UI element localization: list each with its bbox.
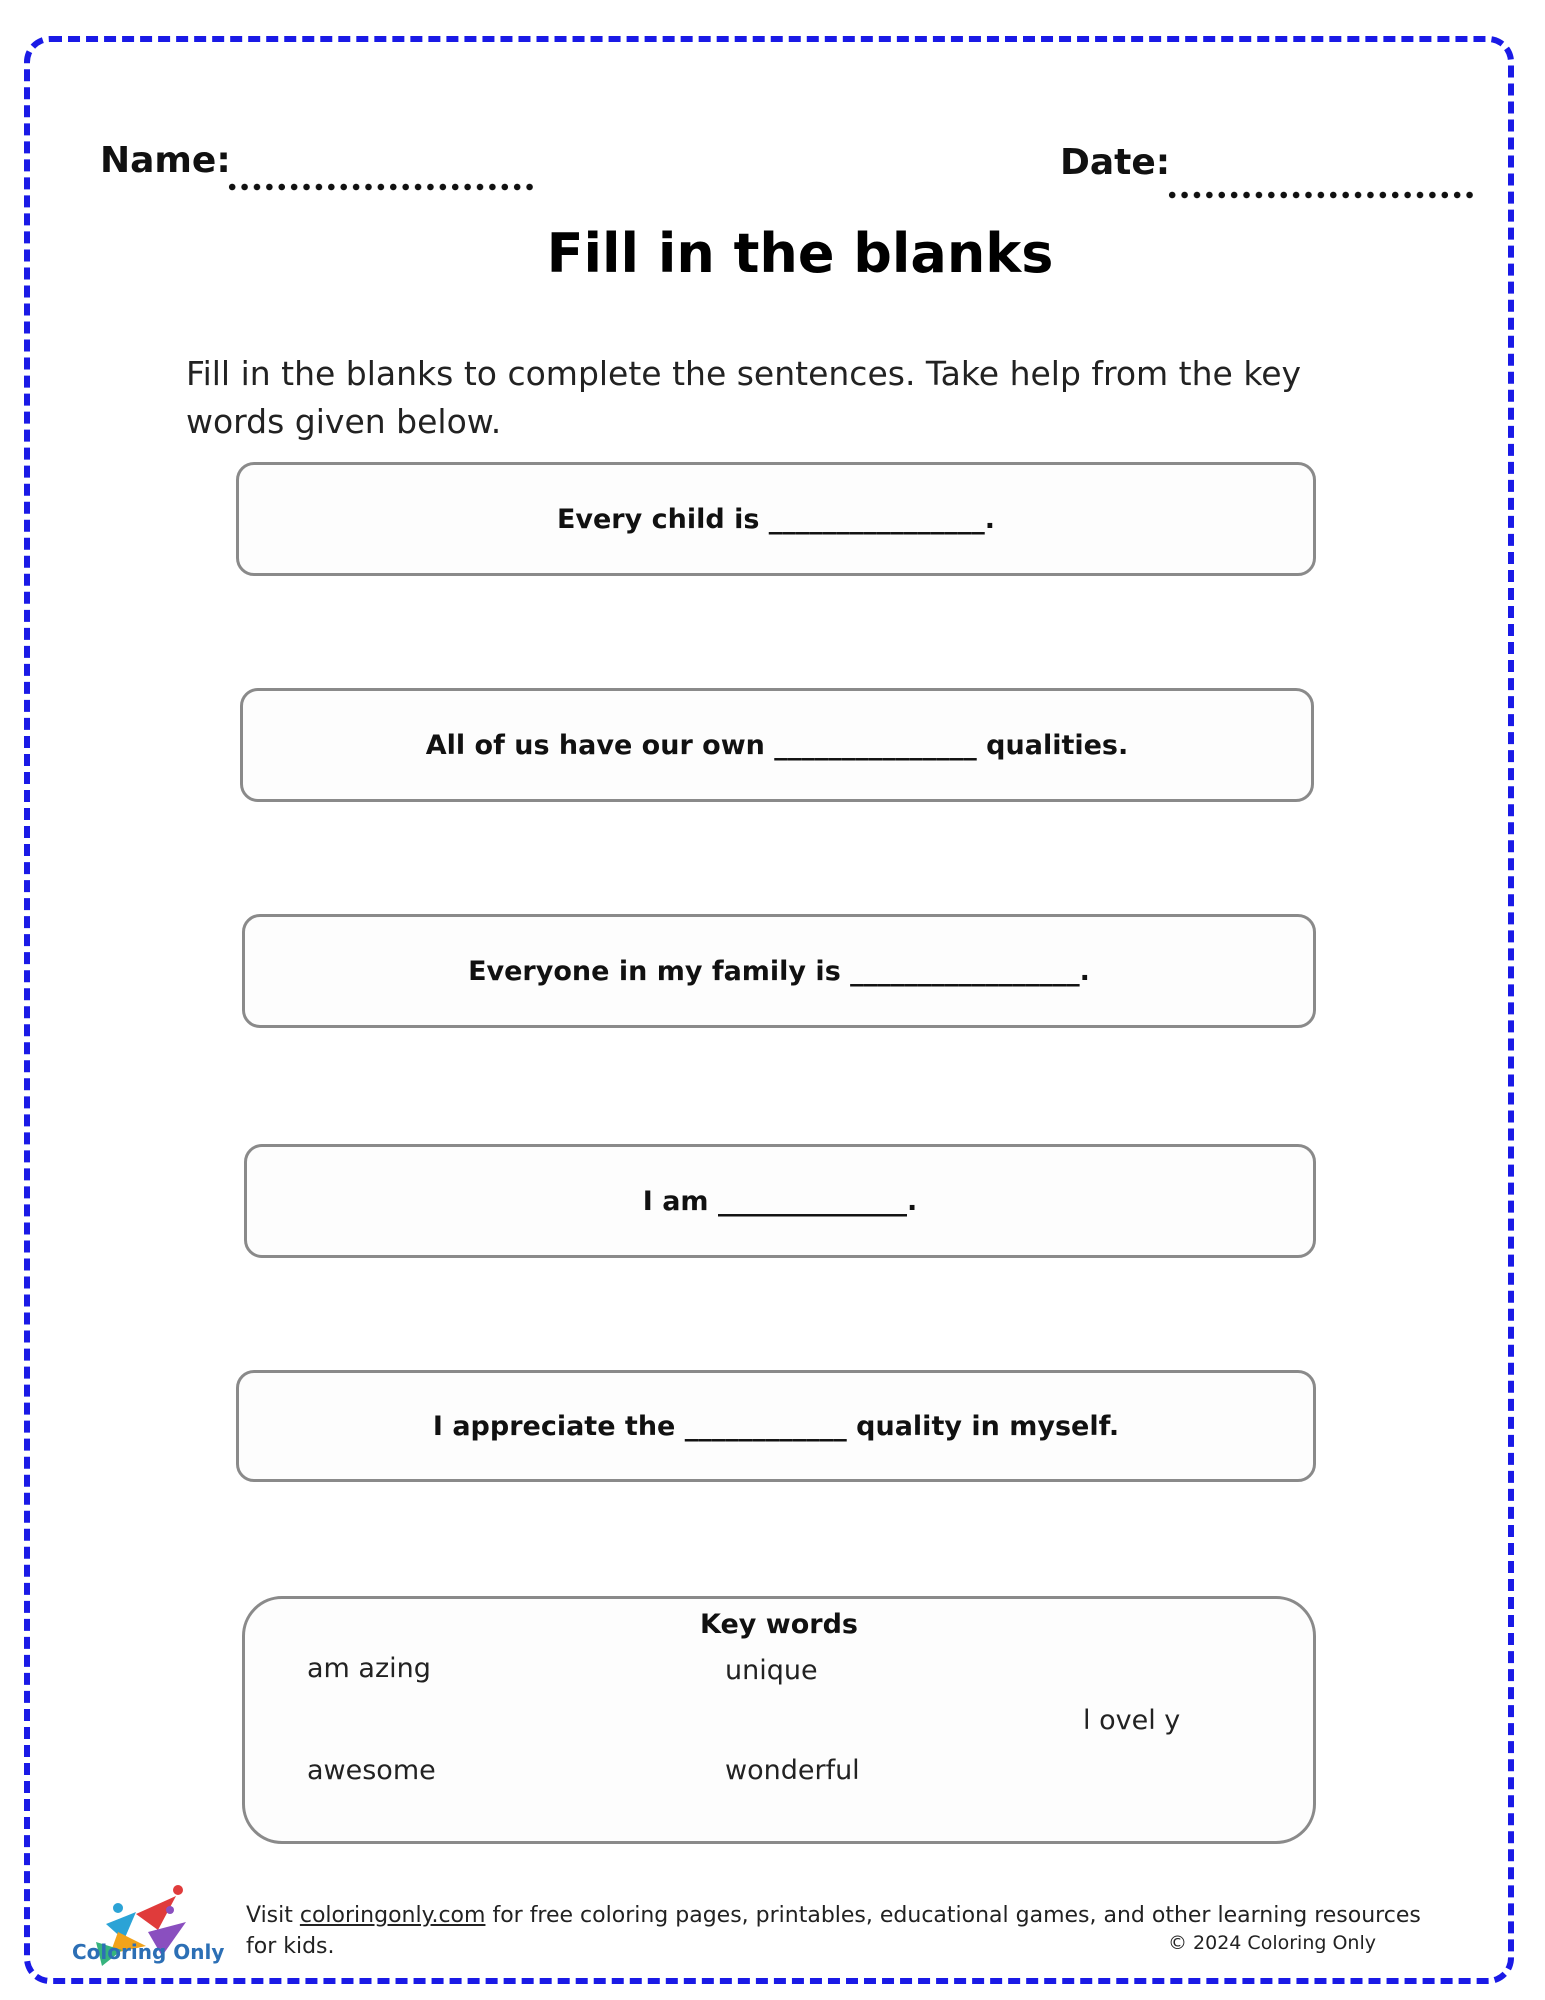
page-title: Fill in the blanks (546, 222, 1054, 285)
sentence-box-4: I am ______________. (244, 1144, 1316, 1258)
footer-link[interactable]: coloringonly.com (299, 1903, 486, 1928)
sentence-box-1: Every child is ________________. (236, 462, 1316, 576)
key-word: l ovel y (1083, 1705, 1181, 1736)
key-word: unique (725, 1655, 818, 1686)
footer-rest: for free coloring pages, printables, educational games, and other learning resources for kids. (246, 1903, 1421, 1959)
instructions: Fill in the blanks to complete the sentences. Take help from the key words given below. (186, 354, 1302, 441)
key-words-box (242, 1596, 1316, 1844)
date-blank[interactable] (1166, 191, 1476, 199)
key-word: wonderful (725, 1755, 860, 1786)
date-label: Date: (1060, 142, 1171, 183)
key-words-title: Key words (700, 1609, 858, 1640)
sentence-box-5: I appreciate the ____________ quality in myself. (236, 1370, 1316, 1482)
sentence-box-2: All of us have our own _______________ qualities. (240, 688, 1314, 802)
key-word: awesome (307, 1755, 436, 1786)
sentence-box-3: Everyone in my family is _________________. (242, 914, 1316, 1028)
name-blank[interactable] (226, 183, 536, 191)
key-word: am azing (307, 1653, 431, 1684)
footer-visit: Visit (246, 1903, 300, 1928)
logo-text: Coloring Only (72, 1940, 225, 1964)
copyright: © 2024 Coloring Only (1168, 1932, 1376, 1954)
name-label: Name: (100, 140, 231, 181)
